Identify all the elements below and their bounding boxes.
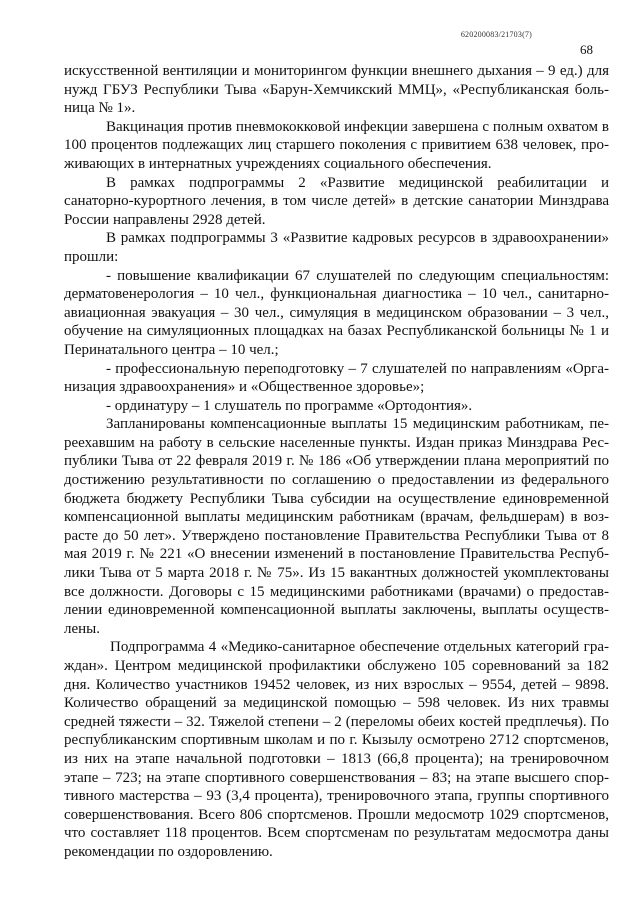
list-item: - ординатуру – 1 слушатель по программе «Ортодонтия». [106, 397, 473, 414]
paragraph: В рамках подпрограммы 2 «Развитие медицинской реабилитации и санаторно-курортного лечения, в том числе детей» в детские санатории Минздрава России направлены 2928 детей. [64, 174, 609, 228]
paragraph: В рамках подпрограммы 3 «Развитие кадровых ресурсов в здравоохранении» прошли: [64, 230, 609, 265]
list-item: - профессиональную переподготовку – 7 слушателей по направлениям «Организация здравоохранения» и «Общественное здоровье»; [64, 360, 609, 396]
body-text [64, 62, 609, 862]
paragraph: Вакцинация против пневмококковой инфекции завершена с полным охватом в 100 процентов подлежащих лиц старшего поколения с привитием 638 человек, проживающих в интернатных учреждениях социального обеспечения. [64, 118, 609, 172]
document-id: 620200083/21703(7) [460, 30, 532, 39]
paragraph: искусственной вентиляции и мониторингом функции внешнего дыхания – 9 ед.) для нужд ГБУЗ Республики Тыва «Барун-Хемчикский ММЦ», «Республиканская больница № 1». [64, 63, 609, 117]
page-number: 68 [580, 42, 593, 57]
list-item: - повышение квалификации 67 слушателей по следующим специальностям: дерматовенерология – 10 чел., функциональная диагностика – 10 чел., санитарно-авиационная эвакуация – 30 чел., симуляция в медицинском образовании – 3 чел., обучение на симуляционных площадках на базах Республиканской больницы № 1 и Перинатального центра – 10 чел.; [64, 267, 609, 358]
paragraph: Подпрограмма 4 «Медико-санитарное обеспечение отдельных категорий граждан». Центром медицинской профилактики обслужено 105 соревнований за 182 дня. Количество участников 19452 человек, из них взрослых – 9554, детей – 9898. Количество обращений за медицинской помощью – 598 человек. Из них травмы средней тяжести – 32. Тяжелой степени – 2 (переломы обеих костей предплечья). По республиканским спортивным школам и по г. Кызылу осмотрено 2712 спортсменов, из них на этапе начальной подготовки – 1813 (66,8 процента); на тренировочном этапе – 723; на этапе спортивного совершенствования – 83; на этапе высшего спортивного мастерства – 93 (3,4 процента), тренировочного этапа, группы спортивного совершенствования. Всего 806 спортсменов. Прошли медосмотр 1029 спортсменов, что составляет 118 процентов. Всем спортсменам по результатам медосмотра даны рекомендации по оздоровлению. [64, 639, 609, 860]
paragraph: Запланированы компенсационные выплаты 15 медицинским работникам, переехавшим на работу в сельские населенные пункты. Издан приказ Минздрава Республики Тыва от 22 февраля 2019 г. № 186 «Об утверждении плана мероприятий по достижению результативности по соглашению о предоставлении из федерального бюджета бюджету Республики Тыва субсидии на осуществление единовременной компенсационной выплаты медицинским работникам (врачам, фельдшерам) в возрасте до 50 лет». Утверждено постановление Правительства Республики Тыва от 8 мая 2019 г. № 221 «О внесении изменений в постановление Правительства Республики Тыва от 5 марта 2018 г. № 75». Из 15 вакантных должностей укомплектованы все должности. Договоры с 15 медицинскими работниками (врачами) о предоставлении единовременной компенсационной выплаты заключены, выплаты осуществлены. [64, 416, 609, 637]
